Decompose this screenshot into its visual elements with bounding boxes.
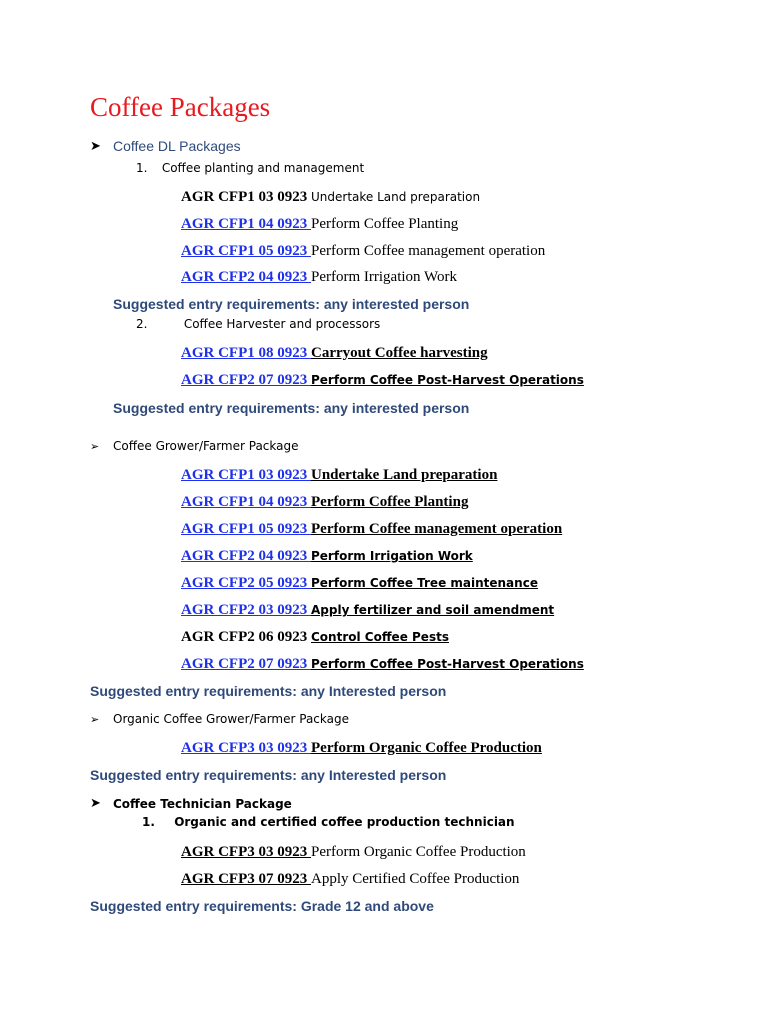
unit-code-link[interactable]: AGR CFP2 03 0923 [181, 602, 311, 618]
unit-code: AGR CFP3 03 0923 [181, 844, 311, 860]
unit-code-link[interactable]: AGR CFP1 05 0923 [181, 243, 311, 259]
unit-title: Apply fertilizer and soil amendment [311, 603, 555, 617]
unit-row [181, 269, 457, 286]
entry-requirement: Suggested entry requirements: any interested person [113, 400, 470, 416]
list-item-planting: 1. Coffee planting and management [136, 161, 365, 175]
arrow-bullet-icon: ➢ [90, 712, 100, 726]
unit-code-link[interactable]: AGR CFP2 05 0923 [181, 575, 311, 591]
unit-row [181, 521, 562, 538]
section-heading-dl: ➤ Coffee DL Packages [90, 138, 241, 154]
unit-row [181, 602, 554, 619]
unit-row [181, 656, 584, 673]
unit-row [181, 189, 480, 206]
unit-row [181, 629, 449, 646]
unit-row [181, 844, 526, 861]
unit-code-link[interactable]: AGR CFP1 04 0923 [181, 494, 311, 510]
unit-row [181, 216, 458, 233]
section-heading-technician: ➤ Coffee Technician Package [90, 796, 292, 811]
unit-title: Perform Irrigation Work [311, 269, 457, 285]
unit-code-link[interactable]: AGR CFP2 04 0923 [181, 548, 311, 564]
page-title: Coffee Packages [90, 92, 271, 122]
arrow-bullet-icon: ➤ [90, 796, 101, 811]
section-heading-grower: ➢ Coffee Grower/Farmer Package [90, 439, 299, 453]
unit-title: Perform Coffee Planting [311, 494, 469, 510]
unit-title: Perform Coffee Tree maintenance [311, 576, 538, 590]
unit-title: Apply Certified Coffee Production [311, 871, 520, 887]
unit-code-link[interactable]: AGR CFP2 07 0923 [181, 372, 311, 388]
unit-title: Perform Irrigation Work [311, 549, 473, 563]
unit-title: Perform Organic Coffee Production [311, 740, 542, 756]
unit-code-link[interactable]: AGR CFP2 04 0923 [181, 269, 311, 285]
unit-title: Perform Coffee management operation [311, 521, 563, 537]
entry-requirement: Suggested entry requirements: any Interested person [90, 683, 447, 699]
unit-row [181, 494, 468, 511]
unit-title: Perform Coffee Post-Harvest Operations [311, 373, 584, 387]
unit-title: Perform Organic Coffee Production [311, 844, 526, 860]
unit-title: Control Coffee Pests [311, 630, 449, 644]
unit-row [181, 372, 584, 389]
unit-code: AGR CFP2 06 0923 [181, 629, 311, 645]
section-heading-organic: ➢ Organic Coffee Grower/Farmer Package [90, 712, 349, 726]
arrow-bullet-icon: ➤ [90, 138, 101, 153]
arrow-bullet-icon: ➢ [90, 439, 100, 453]
unit-row [181, 548, 473, 565]
unit-title: Carryout Coffee harvesting [311, 345, 488, 361]
unit-title: Undertake Land preparation [311, 190, 481, 204]
unit-title: Undertake Land preparation [311, 467, 498, 483]
unit-row [181, 345, 488, 362]
unit-code-link[interactable]: AGR CFP1 04 0923 [181, 216, 311, 232]
unit-row [181, 243, 545, 260]
unit-row [181, 467, 497, 484]
entry-requirement: Suggested entry requirements: any Interested person [90, 767, 447, 783]
entry-requirement: Suggested entry requirements: Grade 12 and above [90, 898, 434, 914]
unit-title: Perform Coffee management operation [311, 243, 546, 259]
entry-requirement: Suggested entry requirements: any interested person [113, 296, 470, 312]
list-item-harvester: 2. Coffee Harvester and processors [136, 317, 381, 331]
unit-code-link[interactable]: AGR CFP1 08 0923 [181, 345, 311, 361]
list-item-technician: 1. Organic and certified coffee production technician [142, 815, 515, 829]
unit-title: Perform Coffee Planting [311, 216, 459, 232]
unit-row [181, 575, 538, 592]
unit-code-link[interactable]: AGR CFP1 03 0923 [181, 467, 311, 483]
unit-row [181, 740, 542, 757]
unit-code: AGR CFP1 03 0923 [181, 189, 311, 205]
unit-code-link[interactable]: AGR CFP1 05 0923 [181, 521, 311, 537]
unit-code: AGR CFP3 07 0923 [181, 871, 311, 887]
unit-code-link[interactable]: AGR CFP3 03 0923 [181, 740, 311, 756]
unit-code-link[interactable]: AGR CFP2 07 0923 [181, 656, 311, 672]
unit-row [181, 871, 519, 888]
unit-title: Perform Coffee Post-Harvest Operations [311, 657, 584, 671]
